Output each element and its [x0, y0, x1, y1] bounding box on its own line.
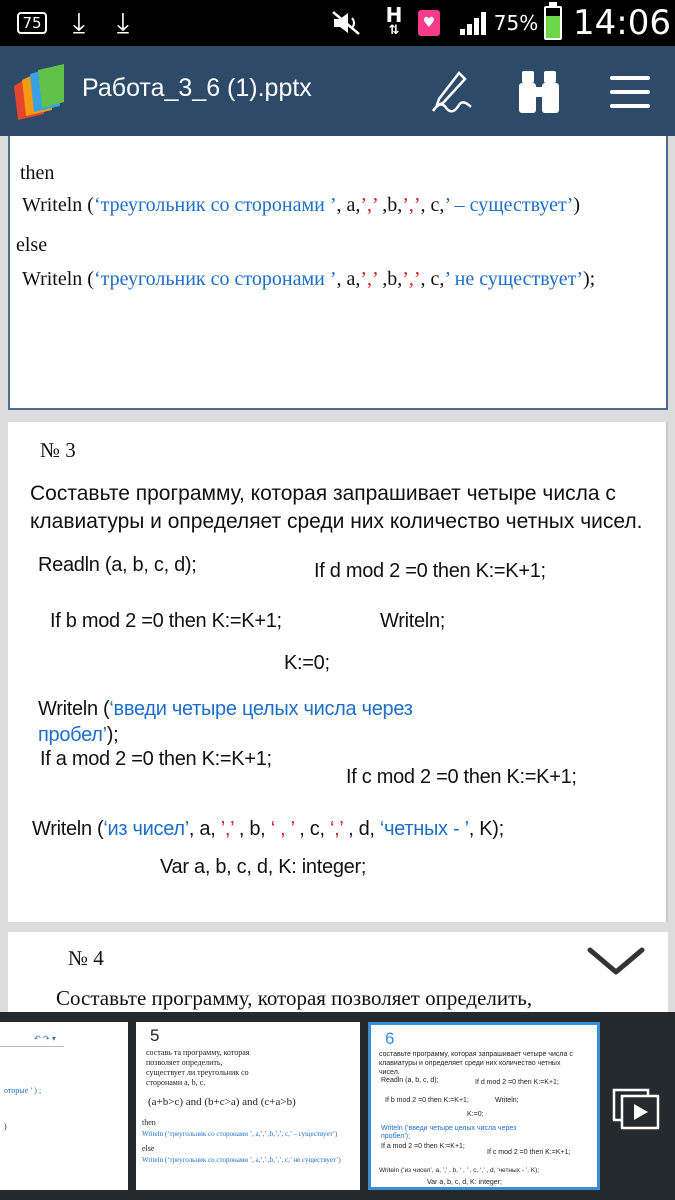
app-logo[interactable]	[10, 64, 66, 122]
code-string: ‘треугольник со сторонами ’	[93, 194, 337, 216]
mini-text: клавиатуры и определяет среди них количество четных	[379, 1060, 561, 1067]
writeln-not-exists-line	[22, 268, 595, 291]
code-text: ,b,	[377, 268, 403, 290]
code-writeln-result	[32, 818, 504, 841]
code-text: , c,	[420, 268, 445, 290]
slideshow-play-icon[interactable]	[612, 1082, 662, 1132]
code-text: , d,	[342, 818, 380, 840]
slide-2-previous[interactable]	[8, 136, 668, 410]
signal-icon	[456, 0, 492, 46]
mini-text: )	[4, 1122, 7, 1131]
mini-text: If b mod 2 =0 then K:=K+1;	[385, 1097, 469, 1104]
code-text: ,b,	[377, 194, 403, 216]
document-title: Работа_3_6 (1).pptx	[82, 74, 312, 102]
menu-icon[interactable]	[604, 66, 656, 118]
mini-text: Writeln (‘введи четыре целых числа через	[381, 1125, 517, 1132]
mini-text: чисел.	[379, 1069, 400, 1076]
code-string: ‘четных - ’	[379, 818, 469, 840]
code-string: ‘треугольник со сторонами ’	[93, 268, 337, 290]
code-text: , b,	[233, 818, 271, 840]
code-if-c: If c mod 2 =0 then K:=K+1;	[346, 766, 577, 788]
mini-text: пробел’);	[381, 1133, 411, 1140]
code-k-init: K:=0;	[284, 652, 330, 674]
slide-canvas[interactable]	[0, 136, 675, 1012]
code-string: ‘введи четыре целых числа через	[109, 698, 413, 720]
code-quote: ‘ , ’	[270, 818, 295, 840]
mute-icon	[326, 0, 366, 46]
mini-text: составь та программу, которая	[146, 1048, 250, 1057]
mini-text: (a+b>c) and (b+c>a) and (c+a>b)	[148, 1096, 296, 1108]
mini-text: существует ли треугольник со	[146, 1068, 249, 1077]
slide-thumbnail-6-selected[interactable]	[368, 1022, 600, 1190]
clock: 14:06	[573, 3, 671, 43]
gift-icon: ♥	[414, 0, 444, 46]
mini-text: Var a, b, c, d, K: integer;	[427, 1179, 502, 1186]
network-h-icon: H ⇅	[385, 3, 403, 38]
mini-text: then	[142, 1118, 156, 1127]
notification-count: 75	[17, 12, 46, 34]
mini-text: составьте программу, которая запрашивает четыре числа с	[379, 1051, 573, 1058]
code-text: , a,	[336, 194, 361, 216]
pen-icon[interactable]	[426, 66, 478, 118]
slide-thumbnail-4[interactable]	[0, 1022, 128, 1190]
code-if-d: If d mod 2 =0 then K:=K+1;	[314, 560, 546, 582]
slide-3-current[interactable]	[8, 422, 668, 922]
battery-fill	[546, 16, 560, 39]
notification-count-icon	[14, 0, 50, 46]
thumbnail-number: 5	[150, 1026, 160, 1045]
code-quote: ’,’	[402, 268, 421, 290]
code-string: ’ не существует’	[444, 268, 583, 290]
code-quote: ’,’	[360, 268, 378, 290]
mini-text: Writeln (‘треугольник со сторонами ’, a,’,’ ,b,’,’, c,’ не существует’)	[142, 1156, 341, 1164]
else-keyword: else	[16, 234, 48, 256]
task-description: Составьте программу, которая позволяет определить,	[56, 986, 533, 1010]
battery-icon	[538, 0, 568, 46]
mini-text: позволяет определить,	[146, 1058, 223, 1067]
mini-text: сторонами a, b, c.	[146, 1078, 206, 1087]
task-description: Составьте программу, которая запрашивает четыре числа с клавиатуры и определяет среди них количество четных чисел.	[30, 482, 643, 533]
thumbnail-number: 6	[385, 1029, 395, 1048]
download-icon: ⤓	[116, 6, 130, 39]
chevron-down-icon[interactable]	[586, 942, 646, 982]
code-text: )	[573, 194, 581, 216]
mini-text: Readln (a, b, c, d);	[381, 1077, 439, 1084]
code-string: пробел’	[38, 724, 107, 746]
code-keyword: Writeln (	[22, 268, 94, 290]
mini-text: Writeln (‘из чисел’, a, ’,’ , b, ‘ , ’ , c, ‘,’ , d, ‘четных - ’, K);	[379, 1167, 540, 1174]
binoculars-icon[interactable]	[513, 66, 565, 118]
mini-text: else	[142, 1144, 155, 1153]
code-quote: ‘,’	[330, 818, 343, 840]
code-text: );	[106, 724, 119, 746]
code-quote: ’,’	[360, 194, 378, 216]
code-keyword: Writeln (	[32, 818, 104, 840]
writeln-exists-line	[22, 194, 580, 217]
code-if-a: If a mod 2 =0 then K:=K+1;	[40, 748, 272, 770]
code-keyword: Writeln (	[38, 698, 110, 720]
code-text: , a,	[336, 268, 361, 290]
code-var-declaration: Var a, b, c, d, K: integer;	[160, 856, 367, 878]
code-text: , K);	[468, 818, 504, 840]
mini-text: If d mod 2 =0 then K:=K+1;	[475, 1079, 559, 1086]
network-label: H	[385, 3, 403, 27]
mini-text: Writeln (‘треугольник со сторонами ’, a,’,’ ,b,’,’, c,’ – существует’)	[142, 1130, 338, 1138]
cropped-brackets-decor	[40, 136, 640, 146]
mini-text: оторые ’ ) ;	[4, 1086, 42, 1095]
slide-4-next[interactable]	[8, 932, 668, 1012]
task-number: № 4	[68, 946, 104, 970]
code-string: ’ – существует’	[444, 194, 574, 216]
code-text: , a,	[188, 818, 221, 840]
code-quote: ’,’	[402, 194, 421, 216]
status-bar	[0, 0, 675, 46]
battery-percent: 75%	[493, 11, 539, 35]
code-text: , c,	[420, 194, 445, 216]
code-writeln-empty: Writeln;	[380, 610, 446, 632]
slide-thumbnail-strip[interactable]	[0, 1012, 675, 1200]
code-text: );	[582, 268, 596, 290]
slide-thumbnail-5[interactable]	[136, 1022, 360, 1190]
mini-text: Writeln;	[495, 1097, 519, 1104]
code-text: , c,	[294, 818, 330, 840]
mini-text: If a mod 2 =0 then K:=K+1;	[381, 1143, 465, 1150]
mini-text: If c mod 2 =0 then K:=K+1;	[487, 1149, 571, 1156]
download-icon: ⤓	[72, 6, 86, 39]
code-string: ‘из чисел’	[103, 818, 189, 840]
app-bar	[0, 46, 675, 136]
task-number: № 3	[40, 438, 76, 462]
code-keyword: Writeln (	[22, 194, 94, 216]
then-keyword: then	[20, 162, 55, 184]
mini-toolbar: ↶ ↷ ▾	[0, 1034, 64, 1047]
code-writeln-prompt	[38, 696, 413, 748]
code-quote: ’,’	[220, 818, 234, 840]
code-if-b: If b mod 2 =0 then K:=K+1;	[50, 610, 282, 632]
code-readln: Readln (a, b, c, d);	[38, 554, 197, 576]
mini-text: K:=0;	[467, 1111, 484, 1118]
